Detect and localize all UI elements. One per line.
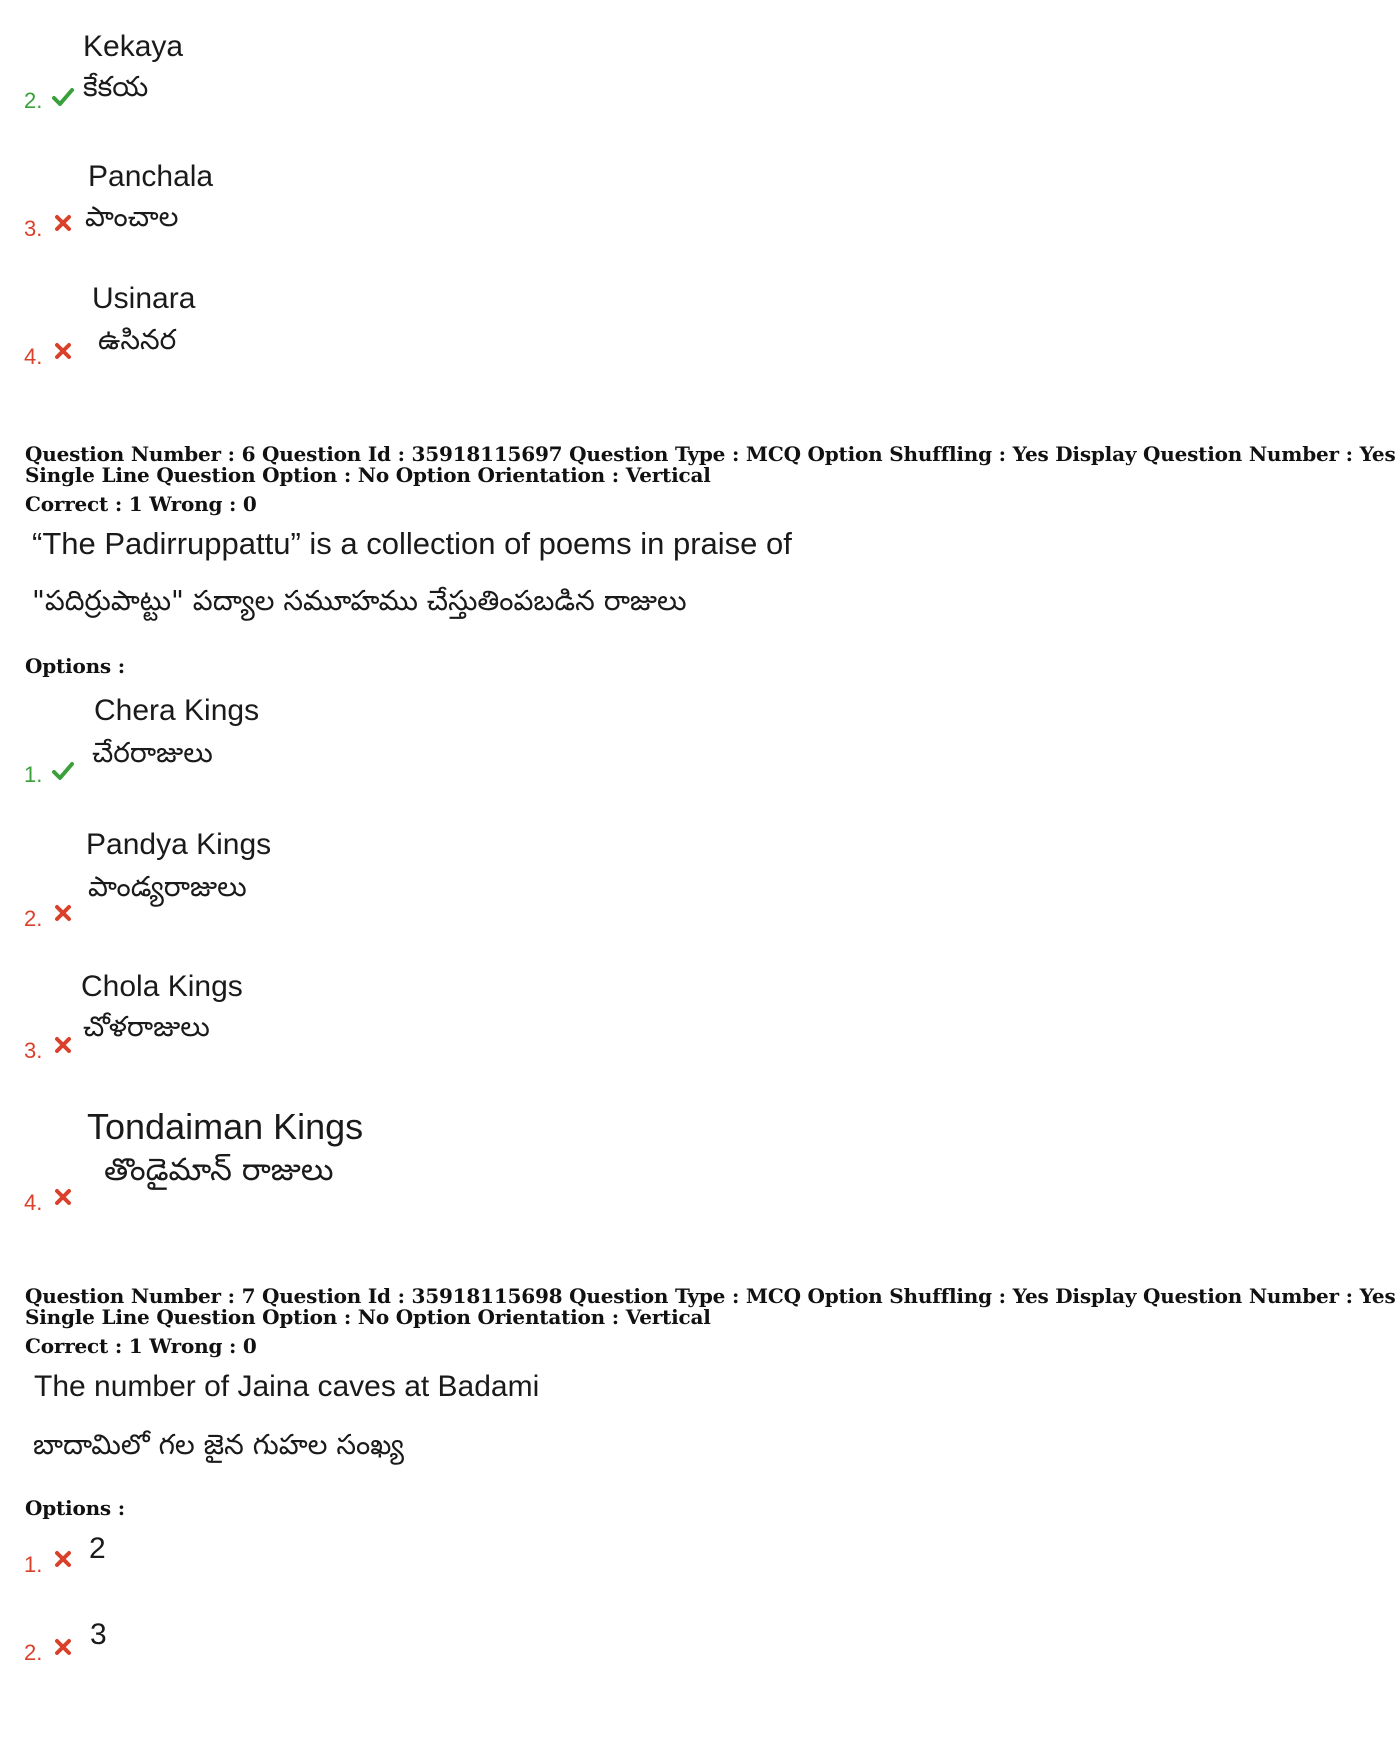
check-mark-icon	[52, 86, 74, 108]
question-meta: Question Number : 7 Question Id : 35918115698 Question Type : MCQ Option Shuffling : Yes Display Question Number : Yes	[25, 1284, 1396, 1308]
option-number: 2.	[24, 906, 43, 931]
question-meta: Single Line Question Option : No Option Orientation : Vertical	[25, 1305, 711, 1329]
option-text-en: Tondaiman Kings	[87, 1106, 364, 1147]
option-number: 1.	[24, 762, 43, 787]
option-number: 1.	[24, 1552, 43, 1577]
option-text-te: పాంచాల	[85, 200, 179, 233]
option-text-te: చోళరాజులు	[83, 1010, 210, 1043]
option-text-en: 2	[89, 1532, 106, 1565]
option-text-te: కేకయ	[83, 70, 149, 103]
question-score: Correct : 1 Wrong : 0	[25, 492, 257, 516]
question-text-en: The number of Jaina caves at Badami	[34, 1370, 540, 1403]
option-text-en: Usinara	[92, 282, 196, 315]
check-mark-icon	[52, 760, 74, 782]
option-number: 4.	[24, 1190, 43, 1215]
option-text-te: పాండ్యరాజులు	[88, 870, 247, 903]
option-text-te: తొండైమాన్ రాజులు	[104, 1152, 334, 1188]
option-number: 2.	[24, 1640, 43, 1665]
question-text-te: "పదిర్రుపాట్టు" పద్యాల సమూహము చేస్తుతింపబడిన రాజులు	[32, 584, 687, 617]
option-text-en: Panchala	[88, 160, 214, 193]
options-label: Options :	[25, 1496, 125, 1520]
option-text-te: చేరరాజులు	[92, 736, 213, 769]
cross-mark-icon	[52, 212, 74, 234]
question-score: Correct : 1 Wrong : 0	[25, 1334, 257, 1358]
question-meta: Single Line Question Option : No Option Orientation : Vertical	[25, 463, 711, 487]
cross-mark-icon	[52, 340, 74, 362]
question-meta: Question Number : 6 Question Id : 35918115697 Question Type : MCQ Option Shuffling : Yes Display Question Number : Yes	[25, 442, 1396, 466]
cross-mark-icon	[52, 1548, 74, 1570]
question-text-en: “The Padirruppattu” is a collection of poems in praise of	[32, 526, 792, 561]
option-text-te: ఉసినర	[98, 323, 177, 356]
cross-mark-icon	[52, 1636, 74, 1658]
option-number: 3.	[24, 216, 43, 241]
cross-mark-icon	[52, 1186, 74, 1208]
question-text-te: బాదామిలో గల జైన గుహల సంఖ్య	[33, 1428, 404, 1461]
option-number: 3.	[24, 1038, 43, 1063]
cross-mark-icon	[52, 902, 74, 924]
option-text-en: Chera Kings	[94, 694, 260, 727]
option-text-en: Pandya Kings	[86, 828, 272, 861]
options-label: Options :	[25, 654, 125, 678]
cross-mark-icon	[52, 1034, 74, 1056]
option-text-en: Kekaya	[83, 30, 184, 63]
option-number: 4.	[24, 344, 43, 369]
option-text-en: Chola Kings	[81, 970, 243, 1003]
option-text-en: 3	[90, 1618, 107, 1651]
option-number: 2.	[24, 88, 43, 113]
